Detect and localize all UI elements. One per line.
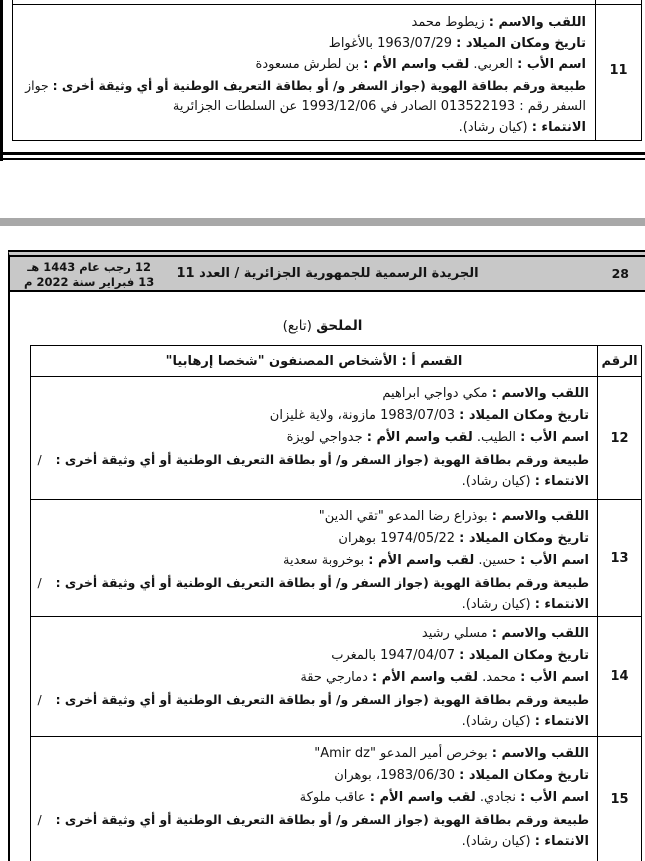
table-header-row [31, 346, 641, 377]
page-left-border [8, 250, 10, 861]
field-father-label: اسم الأب : [520, 553, 589, 568]
field-id-value-first: جواز [25, 78, 49, 93]
hijri-date: 12 رجب عام 1443 هـ [27, 260, 151, 274]
field-id-label: طبيعة ورقم بطاقة الهوية (جواز السفر و/ أو بطاقة التعريف الوطنية أو أي وثيقة أخرى : [52, 78, 586, 93]
field-id-document [21, 75, 586, 96]
field-father-value: الطيب. [476, 430, 516, 445]
row-number: 12 [610, 430, 629, 446]
field-birth [37, 405, 589, 427]
field-mother-label: لقب واسم الأم : [368, 553, 475, 568]
field-birth-label: تاريخ ومكان الميلاد : [459, 768, 589, 783]
field-affiliation-label: الانتماء : [534, 834, 589, 849]
prev-page-table-fragment [12, 0, 642, 141]
table-row-15 [31, 737, 641, 861]
field-affiliation-label: الانتماء : [534, 474, 589, 489]
field-id-value: / [37, 692, 42, 707]
field-mother-label: لقب واسم الأم : [369, 790, 476, 805]
row-number-cell [597, 617, 641, 736]
field-name [21, 12, 586, 33]
field-id-label: طبيعة ورقم بطاقة الهوية (جواز السفر و/ أو بطاقة التعريف الوطنية أو أي وثيقة أخرى : [55, 692, 589, 707]
field-mother-label: لقب واسم الأم : [366, 430, 473, 445]
field-father-value: نجادي. [479, 790, 516, 805]
field-mother-value: بن لطرش مسعودة [255, 57, 360, 72]
number-column-header: الرقم [597, 346, 641, 376]
field-birth-value: 1983/07/03 مازونة، ولاية غليزان [269, 408, 456, 423]
field-birth-label: تاريخ ومكان الميلاد : [459, 408, 589, 423]
field-affiliation-value: (كيان رشاد). [461, 714, 531, 729]
field-name [37, 623, 589, 645]
field-affiliation-label: الانتماء : [534, 714, 589, 729]
row-number-cell [597, 377, 641, 499]
field-id-label: طبيعة ورقم بطاقة الهوية (جواز السفر و/ أو بطاقة التعريف الوطنية أو أي وثيقة أخرى : [55, 452, 589, 467]
field-birth [37, 645, 589, 667]
table-row-13 [31, 500, 641, 617]
field-birth-value: 1983/06/30، بوهران [334, 768, 456, 783]
field-father-value: العربي. [473, 57, 513, 72]
field-name-label: اللقب والاسم : [491, 386, 589, 401]
field-parents [21, 54, 586, 75]
table-row-12 [31, 377, 641, 500]
prev-page-bottom-rule-1 [0, 152, 645, 155]
field-father-value: محمد. [482, 670, 516, 685]
field-id-document [37, 572, 589, 594]
field-name-label: اللقب والاسم : [491, 626, 589, 641]
field-affiliation-value: (كيان رشاد). [461, 597, 531, 612]
field-parents [37, 550, 589, 572]
field-affiliation-label: الانتماء : [531, 120, 586, 135]
section-header-cell: القسم أ : الأشخاص المصنفون "شخصا إرهابيا" [165, 353, 463, 369]
field-name-value: زيطوط محمد [411, 15, 485, 30]
row-number: 11 [609, 62, 628, 78]
person-record-content [31, 737, 597, 861]
table-row-14 [31, 617, 641, 737]
row-number: 14 [610, 669, 629, 684]
person-record-content [31, 617, 597, 736]
field-id-value-rest: السفر رقم : 013522193 الصادر في 1993/12/06 عن السلطات الجزائرية [172, 99, 586, 114]
field-father-value: حسين. [478, 553, 516, 568]
row-number-cell [595, 0, 641, 140]
field-birth [37, 765, 589, 787]
field-birth-label: تاريخ ومكان الميلاد : [459, 648, 589, 663]
row-number: 13 [610, 550, 629, 566]
page-separator-bar [0, 218, 645, 226]
person-record-content [13, 0, 595, 140]
field-name [37, 743, 589, 765]
field-parents [37, 667, 589, 689]
field-id-document-cont [21, 96, 586, 117]
field-affiliation-value: (كيان رشاد). [461, 474, 531, 489]
field-mother-label: لقب واسم الأم : [363, 57, 470, 72]
field-name-value: بوخرص أمير المدعو "Amir dz" [314, 746, 488, 761]
field-name [37, 383, 589, 405]
field-birth-value: 1947/04/07 بالمغرب [331, 648, 456, 663]
field-mother-value: عاقب ملوكة [299, 790, 366, 805]
row-number-cell [597, 737, 641, 861]
annex-title [0, 318, 645, 334]
field-birth [21, 33, 586, 54]
field-id-label: طبيعة ورقم بطاقة الهوية (جواز السفر و/ أو بطاقة التعريف الوطنية أو أي وثيقة أخرى : [55, 575, 589, 590]
field-affiliation [37, 831, 589, 853]
field-affiliation-label: الانتماء : [534, 597, 589, 612]
field-birth-label: تاريخ ومكان الميلاد : [456, 36, 586, 51]
field-father-label: اسم الأب : [520, 430, 589, 445]
gazette-header-bar [8, 250, 645, 292]
field-name-label: اللقب والاسم : [491, 746, 589, 761]
field-id-value: / [37, 575, 42, 590]
field-parents [37, 787, 589, 809]
field-name [37, 506, 589, 528]
field-birth-label: تاريخ ومكان الميلاد : [459, 531, 589, 546]
field-id-document [37, 809, 589, 831]
gregorian-date: 13 فبراير سنة 2022 م [24, 275, 155, 289]
field-affiliation-value: (كيان رشاد). [458, 120, 528, 135]
field-father-label: اسم الأب : [517, 57, 586, 72]
field-name-value: مكي دواجي ابراهيم [382, 386, 488, 401]
designated-persons-table [30, 345, 642, 861]
field-birth-value: 1974/05/22 بوهران [338, 531, 456, 546]
person-record-content [31, 500, 597, 616]
field-id-document [37, 449, 589, 471]
field-father-label: اسم الأب : [520, 790, 589, 805]
field-id-value: / [37, 452, 42, 467]
field-mother-value: بوخروبة سعدية [283, 553, 365, 568]
field-id-document [37, 689, 589, 711]
field-birth-value: 1963/07/29 بالأغواط [328, 36, 453, 51]
annex-title-bold: الملحق [316, 318, 363, 334]
annex-title-rest: (تابع) [282, 318, 312, 334]
field-name-value: مسلي رشيد [421, 626, 488, 641]
field-mother-label: لقب واسم الأم : [372, 670, 478, 685]
field-id-value: / [37, 812, 42, 827]
field-name-label: اللقب والاسم : [488, 15, 586, 30]
prev-page-bottom-rule-2 [0, 158, 645, 160]
page-number: 28 [611, 266, 629, 281]
field-affiliation [37, 711, 589, 733]
field-father-label: اسم الأب : [520, 670, 589, 685]
field-affiliation-value: (كيان رشاد). [461, 834, 531, 849]
field-birth [37, 528, 589, 550]
field-affiliation [21, 117, 586, 138]
field-affiliation [37, 471, 589, 493]
prev-page-left-border [0, 0, 3, 161]
field-mother-value: دمارجي حقة [300, 670, 368, 685]
field-name-value: بوذراع رضا المدعو "تقي الدين" [318, 509, 488, 524]
field-name-label: اللقب والاسم : [491, 509, 589, 524]
journal-title: الجريدة الرسمية للجمهورية الجزائرية / العدد 11 [176, 266, 479, 281]
person-record-content [31, 377, 597, 499]
field-mother-value: جدواجي لويزة [286, 430, 363, 445]
field-id-label: طبيعة ورقم بطاقة الهوية (جواز السفر و/ أو بطاقة التعريف الوطنية أو أي وثيقة أخرى : [55, 812, 589, 827]
field-parents [37, 427, 589, 449]
row-number-cell [597, 500, 641, 616]
row-number: 15 [610, 791, 629, 807]
field-affiliation [37, 594, 589, 616]
